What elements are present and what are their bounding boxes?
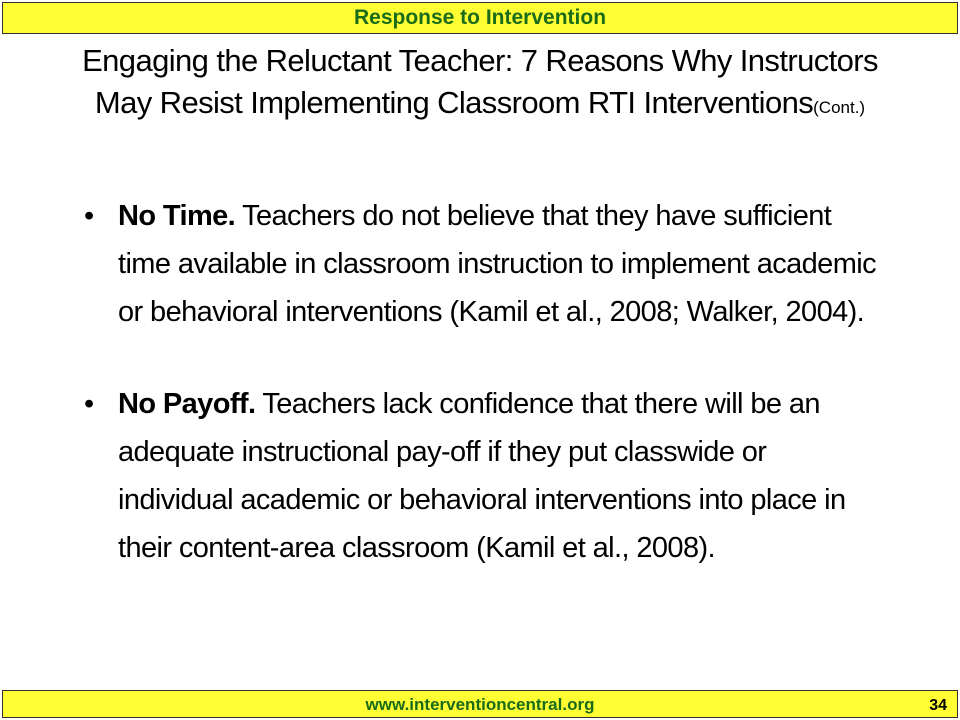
- slide-title: [60, 40, 900, 129]
- bullet-no-time: [80, 192, 880, 336]
- top-banner: [2, 2, 958, 34]
- bullet-heading: No Payoff.: [118, 388, 256, 420]
- bullet-list: [80, 192, 880, 616]
- banner-title: Response to Intervention: [353, 6, 607, 29]
- footer-url[interactable]: www.interventioncentral.org: [365, 695, 595, 714]
- bottom-banner: [2, 690, 958, 718]
- bullet-text: Teachers do not believe that they have sufficient time available in classroom instruction to implement academic or behavioral interventions (Kamil et al., 2008; Walker, 2004).: [118, 200, 877, 328]
- bullet-text: Teachers lack confidence that there will be an adequate instructional pay-off if they put classwide or individual academic or behavioral interventions into place in their content-area classroom (Kamil et al., 2008).: [118, 388, 846, 564]
- bullet-no-payoff: [80, 380, 880, 572]
- bullet-icon: •: [84, 200, 94, 232]
- page-number: 34: [929, 697, 947, 714]
- slide-title-suffix: (Cont.): [813, 98, 866, 117]
- bullet-icon: •: [84, 388, 94, 420]
- bullet-heading: No Time.: [118, 200, 236, 232]
- slide-title-text: Engaging the Reluctant Teacher: 7 Reasons Why Instructors May Resist Implementing Classroom RTI Interventions: [82, 43, 878, 120]
